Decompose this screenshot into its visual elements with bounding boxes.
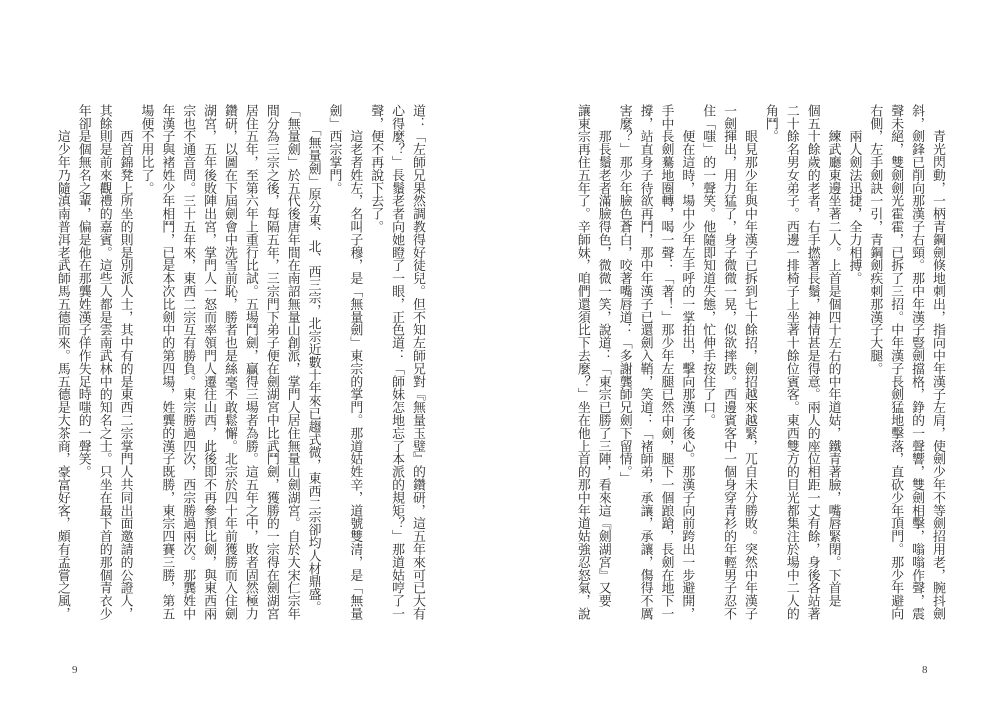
text-column: 劍」西宗掌門。 (326, 104, 342, 195)
page-number-right: 8 (922, 664, 928, 676)
text-column: 手中長劍驀地圈轉，喝一聲：「著！」那少年左腿已然中劍，腿下一個踉蹌，長劍在地下一 (658, 104, 674, 620)
text-column: 鑽研，以圖在下屆劍會中洗雪前恥，勝者也是絲毫不敢鬆懈。北宗於四十年前獲勝而入住劍 (221, 104, 237, 620)
text-column: 個五十餘歲的老者，右手撚著長鬚，神情甚是得意。兩人的座位相距一丈有餘，身後各站著 (804, 104, 820, 620)
text-column: 道：「左師兄果然調教得好徒兒。但不知左師兄對『無量玉璧』的鑽研，這五年來可已大有 (410, 104, 425, 620)
text-column: 便在這時，場中少年左手呼的一掌拍出，擊向那漢子後心。那漢子向前跨出一步避開， (679, 104, 695, 620)
text-column: 練武廳東邊坐著二人。上首是個四十左右的中年道姑，鐵青著臉，嘴唇緊閉。下首是 (825, 104, 841, 608)
text-column: 其餘則是前來觀禮的嘉賓。這些人都是雲南武林中的知名之士。只坐在最下首的那個青衣少 (96, 104, 112, 620)
text-column: 「無量劍」原分東、北、西三宗，北宗近數十年來已趨式微，東西二宗卻均人材鼎盛。 (305, 104, 321, 614)
text-column: 居住五年，至第六年上重行比試。五場鬥劍，贏得三場者為勝。這五年之中，敗者固然極力 (242, 104, 258, 620)
text-column: 讓東宗再住五年了。辛師妹，咱們還須比下去麼？」坐在他上首的那中年道姑強忍怒氣，說 (574, 104, 590, 620)
text-column: 撐，站直身子待欲再鬥，那中年漢子已還劍入鞘，笑道：「褚師弟，承讓，承讓，傷得不厲 (637, 104, 653, 620)
text-column: 年漢子與褚姓少年相鬥，已是本次比劍中的第四場，姓龔的漢子既勝，東宗四賽三勝，第五 (159, 104, 175, 620)
text-column: 斜，劍鋒已削向那漢子右頸。那中年漢子豎劍擋格，錚的一聲響，雙劍相擊，嗡嗡作聲，震 (909, 104, 925, 620)
text-column: 右側，左手劍訣一引，青鋼劍疾刺那漢子大腿。 (867, 104, 883, 375)
text-column: 害麼？」那少年臉色蒼白，咬著嘴唇道：「多謝龔師兄劍下留情。」 (616, 104, 632, 485)
text-column: 這少年乃隨滇南普洱老武師馬五德而來。馬五德是大茶商，豪富好客，頗有孟嘗之風， (54, 104, 70, 620)
text-column: 年卻是個無名之輩，偏是他在那龔姓漢子佯作失足時嗤的一聲笑。 (75, 104, 91, 479)
text-column: 湖宮，五年後敗陣出宮，掌門人一怒而率領門人遷往山西，此後即不再參預比劍，與東西兩 (201, 104, 217, 620)
text-column: 聲未絕，雙劍劍光霍霍，已拆了三招。中年漢子長劍猛地擊落，直砍少年頂門。那少年避向 (888, 104, 904, 620)
text-column: 這老者姓左，名叫子穆，是「無量劍」東宗的掌門。那道姑姓辛，道號雙清，是「無量 (347, 104, 363, 620)
page-number-left: 9 (72, 664, 78, 676)
text-column: 間分為三宗之後，每隔五年，三宗門下弟子便在劍湖宮中比武鬥劍，獲勝的一宗得在劍湖宮 (263, 104, 279, 620)
text-column: 場便不用比了。 (138, 104, 154, 195)
right-page-text (571, 104, 947, 634)
text-column: 一劍揮出，用力猛了，身子微微一晃，似欲摔跌。西邊賓客中一個身穿青衫的年輕男子忍不 (721, 104, 737, 620)
text-column: 二十餘名男女弟子。西邊一排椅子上坐著十餘位賓客。東西雙方的目光都集注於場中二人的 (783, 104, 799, 620)
text-column: 宗也不通音問。三十五年來，東西二宗互有勝負。東宗勝過四次，西宗勝過兩次。那龔姓中 (180, 104, 196, 620)
text-column: 青光閃動，一柄青鋼劍倏地刺出，指向中年漢子左肩，使劍少年不等劍招用老，腕抖劍 (930, 104, 945, 620)
left-page-text (51, 104, 427, 634)
text-column: 聲，便不再說下去了。 (368, 104, 384, 233)
text-column: 兩人劍法迅捷，全力相搏。 (846, 104, 862, 285)
text-column: 西首錦凳上所坐的則是別派人士，其中有的是東西二宗掌門人共同出面邀請的公證人， (117, 104, 133, 620)
text-column: 那長鬚老者滿臉得色，微微一笑，說道：「東宗已勝了三陣，看來這『劍湖宮』又要 (595, 104, 611, 608)
text-column: 住「嗤」的一聲笑。他隨即知道失態，忙伸手按住了口。 (700, 104, 716, 427)
text-column: 角鬥。 (762, 104, 778, 143)
text-column: 「無量劍」於五代後唐年間在南詔無量山創派，掌門人居住無量山劍湖宮。自於大宋仁宗年 (284, 104, 300, 620)
text-column: 心得麼？」長鬚老者向她瞪了一眼，正色道：「師妹怎地忘了本派的規矩？」那道姑哼了一 (389, 104, 405, 620)
text-column: 眼見那少年與中年漢子已拆到七十餘招，劍招越來越緊，兀自未分勝敗。突然中年漢子 (741, 104, 757, 620)
